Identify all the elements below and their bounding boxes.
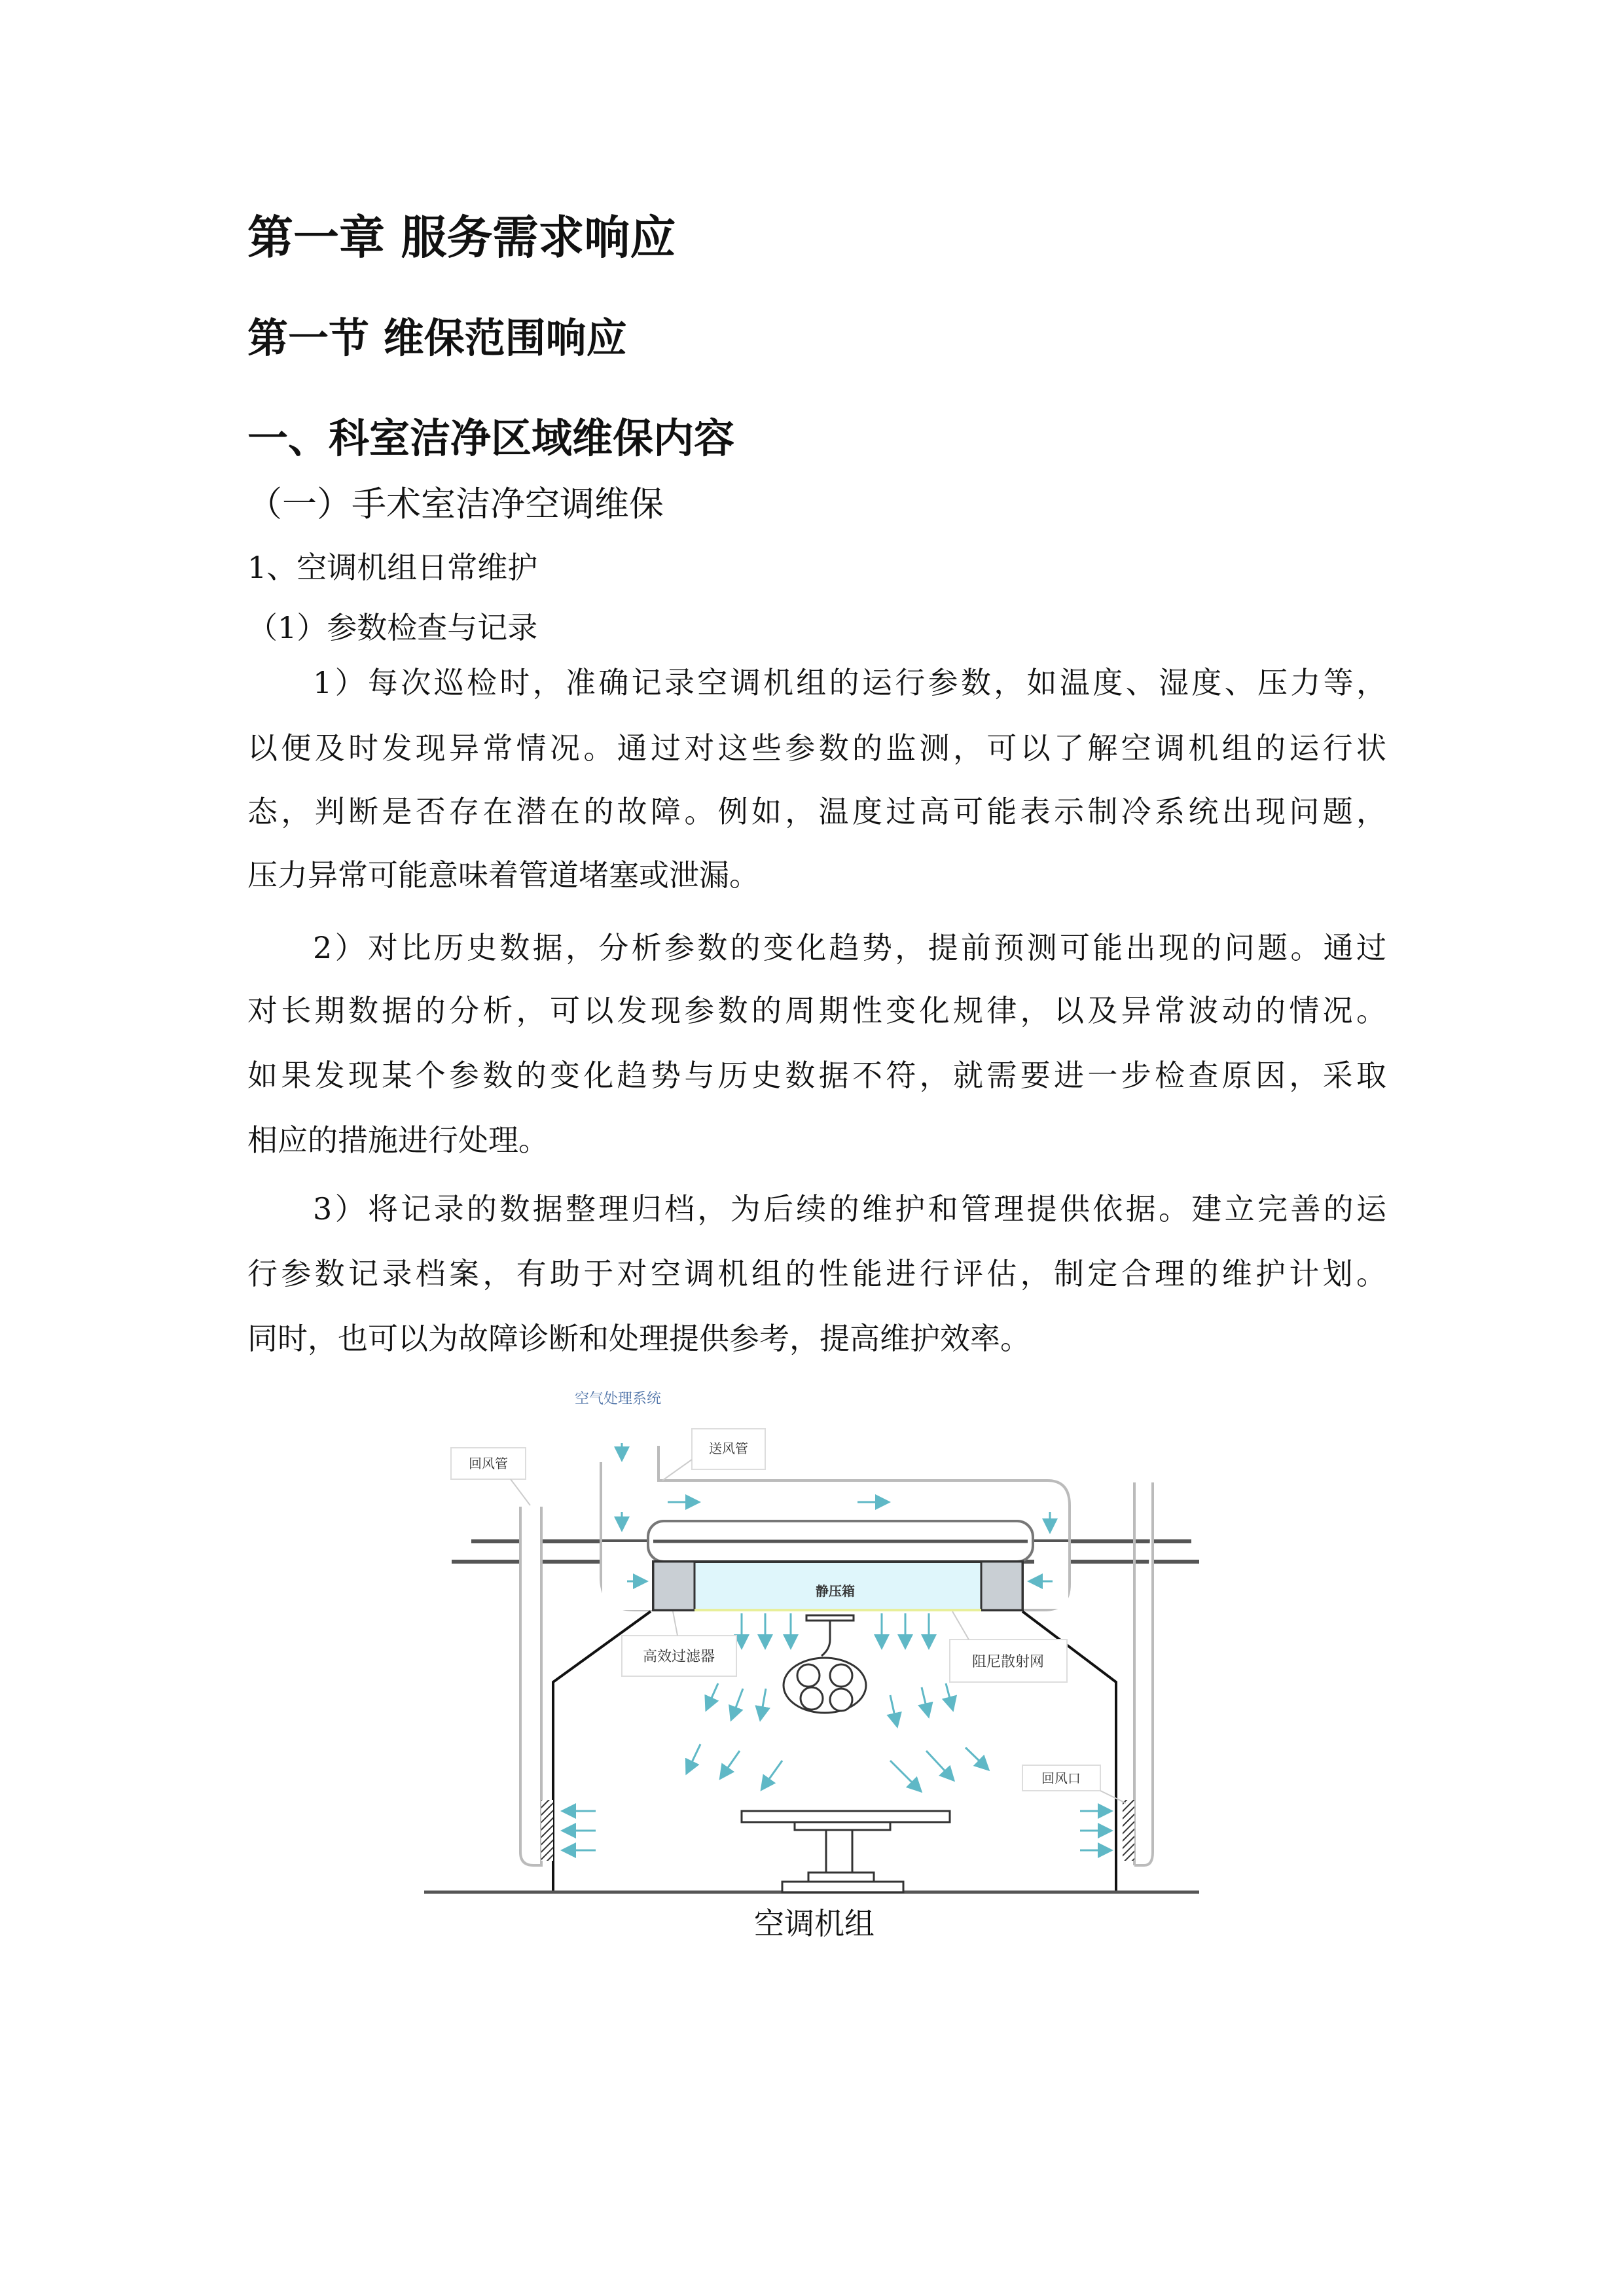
- plenum-label: 静压箱: [816, 1583, 855, 1599]
- paragraph-line: 相应的措施进行处理。: [247, 1122, 549, 1158]
- return-duct-label: 回风管: [469, 1456, 508, 1471]
- sub-item-heading: （1）参数检查与记录: [247, 610, 538, 645]
- hepa-filter-left: [653, 1562, 695, 1610]
- operating-table: [742, 1811, 950, 1892]
- paragraph-line: 行参数记录档案，有助于对空调机组的性能进行评估，制定合理的维护计划。: [247, 1256, 1386, 1291]
- figure-caption: 空调机组: [754, 1906, 875, 1941]
- paragraph-line: 1）每次巡检时，准确记录空调机组的运行参数，如温度、湿度、压力等，: [313, 665, 1386, 700]
- return-vent-callout: [1022, 1765, 1126, 1803]
- return-vent-left: [541, 1800, 553, 1861]
- damping-diffuser-label: 阻尼散射网: [971, 1654, 1045, 1670]
- return-duct-callout: [451, 1448, 530, 1505]
- return-vent-label: 回风口: [1041, 1770, 1081, 1786]
- paragraph-line: 以便及时发现异常情况。通过对这些参数的监测，可以了解空调机组的运行状: [247, 730, 1386, 766]
- paragraph-line: 同时，也可以为故障诊断和处理提供参考，提高维护效率。: [247, 1321, 1030, 1356]
- sub-heading: （一）手术室洁净空调维保: [247, 484, 664, 524]
- paragraph-line: 如果发现某个参数的变化趋势与历史数据不符，就需要进一步检查原因，采取: [247, 1058, 1386, 1093]
- hepa-filter-label: 高效过滤器: [642, 1649, 715, 1665]
- air-handling-system-label: 空气处理系统: [575, 1391, 662, 1407]
- paragraph-line: 压力异常可能意味着管道堵塞或泄漏。: [247, 857, 759, 893]
- left-return-duct: [520, 1507, 541, 1865]
- damping-diffuser-callout: [950, 1611, 1067, 1682]
- paragraph-line: 2）对比历史数据，分析参数的变化趋势，提前预测可能出现的问题。通过: [313, 930, 1386, 965]
- paragraph-line: 3）将记录的数据整理归档，为后续的维护和管理提供依据。建立完善的运: [313, 1191, 1386, 1227]
- air-handling-unit-diagram: [419, 1381, 1231, 1905]
- supply-duct-label: 送风管: [709, 1441, 748, 1456]
- section-title: 第一节 维保范围响应: [247, 314, 627, 362]
- paragraph-line: 态，判断是否存在潜在的故障。例如，温度过高可能表示制冷系统出现问题，: [247, 794, 1386, 829]
- item-heading: 1、空调机组日常维护: [247, 550, 538, 585]
- surgical-lamp: [784, 1615, 866, 1713]
- hepa-filter-right: [981, 1562, 1022, 1610]
- return-vent-right: [1123, 1800, 1134, 1861]
- subsection-title: 一、科室洁净区域维保内容: [247, 414, 735, 462]
- chapter-title: 第一章 服务需求响应: [247, 211, 676, 264]
- paragraph-line: 对长期数据的分析，可以发现参数的周期性变化规律，以及异常波动的情况。: [247, 993, 1386, 1028]
- supply-duct-callout: [662, 1429, 765, 1480]
